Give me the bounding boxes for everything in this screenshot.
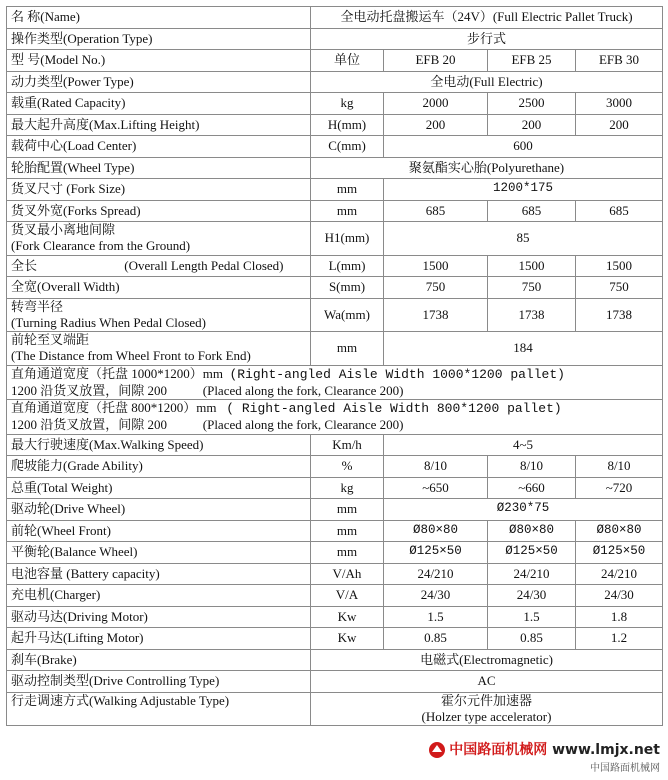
value-c: 24/210 — [576, 563, 663, 585]
unit-cell: mm — [311, 179, 384, 201]
value-a: 2000 — [384, 93, 488, 115]
row-label: 载重(Rated Capacity) — [7, 93, 311, 115]
row-label — [7, 255, 311, 277]
model-efb20: EFB 20 — [384, 50, 488, 72]
aisle-cn: 直角通道宽度（托盘 800*1200）mm — [11, 400, 217, 415]
unit-cell: S(mm) — [311, 277, 384, 299]
table-row — [7, 692, 663, 726]
row-label: 名 称(Name) — [7, 7, 311, 29]
row-value: 全电动托盘搬运车（24V）(Full Electric Pallet Truck) — [311, 7, 663, 29]
value-c: 200 — [576, 114, 663, 136]
label-cn: 前轮至叉端距 — [11, 332, 90, 347]
value-b: 24/210 — [488, 563, 576, 585]
value-b: Ø125×50 — [488, 542, 576, 564]
row-value: 85 — [384, 222, 663, 256]
row-value: AC — [311, 671, 663, 693]
row-value — [311, 692, 663, 726]
unit-cell: kg — [311, 93, 384, 115]
table-row — [7, 222, 663, 256]
row-value: 全电动(Full Electric) — [311, 71, 663, 93]
table-row — [7, 255, 663, 277]
row-label: 爬坡能力(Grade Ability) — [7, 456, 311, 478]
site-logo-icon — [428, 741, 446, 759]
table-row — [7, 200, 663, 222]
table-row — [7, 434, 663, 456]
aisle-en2: (Placed along the fork, Clearance 200) — [202, 417, 404, 433]
unit-cell: H(mm) — [311, 114, 384, 136]
table-row — [7, 179, 663, 201]
aisle-800-cell — [7, 400, 663, 435]
aisle-cn2: 1200 沿货叉放置，间隙 200 — [11, 382, 168, 398]
value-a: 1738 — [384, 298, 488, 332]
table-row — [7, 50, 663, 72]
row-label: 最大行驶速度(Max.Walking Speed) — [7, 434, 311, 456]
unit-cell: Kw — [311, 606, 384, 628]
model-efb30: EFB 30 — [576, 50, 663, 72]
unit-cell: % — [311, 456, 384, 478]
value-c: 1.2 — [576, 628, 663, 650]
value-a: 0.85 — [384, 628, 488, 650]
table-row — [7, 365, 663, 400]
unit-cell: mm — [311, 520, 384, 542]
value-c: 1500 — [576, 255, 663, 277]
aisle-en2: (Placed along the fork, Clearance 200) — [202, 382, 404, 398]
value-c: 8/10 — [576, 456, 663, 478]
value-b: 1738 — [488, 298, 576, 332]
row-label: 充电机(Charger) — [7, 585, 311, 607]
table-row — [7, 671, 663, 693]
unit-cell: C(mm) — [311, 136, 384, 158]
value-a: 24/210 — [384, 563, 488, 585]
table-row — [7, 157, 663, 179]
table-row — [7, 332, 663, 366]
label-en: (The Distance from Wheel Front to Fork End) — [11, 348, 251, 364]
unit-cell: Kw — [311, 628, 384, 650]
value-a: 200 — [384, 114, 488, 136]
table-row — [7, 563, 663, 585]
row-value: 电磁式(Electromagnetic) — [311, 649, 663, 671]
value-b: 1.5 — [488, 606, 576, 628]
row-label: 全宽(Overall Width) — [7, 277, 311, 299]
row-label: 操作类型(Operation Type) — [7, 28, 311, 50]
model-efb25: EFB 25 — [488, 50, 576, 72]
table-row — [7, 477, 663, 499]
table-row — [7, 114, 663, 136]
row-value: 184 — [384, 332, 663, 366]
table-row — [7, 71, 663, 93]
table-row — [7, 585, 663, 607]
table-row — [7, 520, 663, 542]
table-row — [7, 606, 663, 628]
table-row — [7, 28, 663, 50]
table-row — [7, 136, 663, 158]
unit-cell: H1(mm) — [311, 222, 384, 256]
value-a: 1.5 — [384, 606, 488, 628]
row-label: 驱动马达(Driving Motor) — [7, 606, 311, 628]
table-row — [7, 542, 663, 564]
row-label: 起升马达(Lifting Motor) — [7, 628, 311, 650]
row-label: 载荷中心(Load Center) — [7, 136, 311, 158]
label-cn: 全长 — [11, 257, 38, 273]
value-c: ~720 — [576, 477, 663, 499]
row-label: 前轮(Wheel Front) — [7, 520, 311, 542]
table-row — [7, 456, 663, 478]
row-value: 1200*175 — [384, 179, 663, 201]
unit-cell: Wa(mm) — [311, 298, 384, 332]
label-cn: 货叉最小离地间隙 — [11, 222, 116, 237]
row-value: 步行式 — [311, 28, 663, 50]
row-label: 驱动控制类型(Drive Controlling Type) — [7, 671, 311, 693]
aisle-en: (Right-angled Aisle Width 1000*1200 pallet) — [229, 366, 565, 382]
table-row — [7, 277, 663, 299]
row-label — [7, 332, 311, 366]
unit-cell: mm — [311, 200, 384, 222]
row-label: 型 号(Model No.) — [7, 50, 311, 72]
aisle-cn2: 1200 沿货叉放置，间隙 200 — [11, 417, 168, 433]
unit-cell: L(mm) — [311, 255, 384, 277]
value-b: 0.85 — [488, 628, 576, 650]
value-b: Ø80×80 — [488, 520, 576, 542]
table-row — [7, 7, 663, 29]
value-a: ~650 — [384, 477, 488, 499]
unit-cell: V/Ah — [311, 563, 384, 585]
row-label: 轮胎配置(Wheel Type) — [7, 157, 311, 179]
row-label: 动力类型(Power Type) — [7, 71, 311, 93]
label-en: (Fork Clearance from the Ground) — [11, 238, 191, 254]
value-b: 750 — [488, 277, 576, 299]
unit-cell: 单位 — [311, 50, 384, 72]
watermark — [428, 739, 660, 774]
spec-table — [6, 6, 663, 726]
value-c: Ø125×50 — [576, 542, 663, 564]
value-c: 24/30 — [576, 585, 663, 607]
aisle-1000-cell — [7, 365, 663, 400]
row-value: Ø230*75 — [384, 499, 663, 521]
row-label: 总重(Total Weight) — [7, 477, 311, 499]
row-label — [7, 222, 311, 256]
value-c: 1738 — [576, 298, 663, 332]
label-en: (Overall Length Pedal Closed) — [124, 257, 284, 273]
unit-cell: V/A — [311, 585, 384, 607]
table-row — [7, 298, 663, 332]
unit-cell: mm — [311, 499, 384, 521]
table-row — [7, 499, 663, 521]
table-row — [7, 93, 663, 115]
unit-cell: mm — [311, 542, 384, 564]
value-c: 750 — [576, 277, 663, 299]
unit-cell: mm — [311, 332, 384, 366]
unit-cell: kg — [311, 477, 384, 499]
row-value: 聚氨酯实心胎(Polyurethane) — [311, 157, 663, 179]
label-cn: 转弯半径 — [11, 298, 64, 314]
value-b: 8/10 — [488, 456, 576, 478]
value-a: 8/10 — [384, 456, 488, 478]
watermark-site: 中国路面机械网 — [449, 742, 548, 758]
value-a: 750 — [384, 277, 488, 299]
value-a: 1500 — [384, 255, 488, 277]
row-label: 平衡轮(Balance Wheel) — [7, 542, 311, 564]
row-label: 驱动轮(Drive Wheel) — [7, 499, 311, 521]
value-b: 1500 — [488, 255, 576, 277]
table-row — [7, 649, 663, 671]
value-a: 24/30 — [384, 585, 488, 607]
row-value: 4~5 — [384, 434, 663, 456]
value-b: ~660 — [488, 477, 576, 499]
row-label: 最大起升高度(Max.Lifting Height) — [7, 114, 311, 136]
value-c: 685 — [576, 200, 663, 222]
row-label: 电池容量 (Battery capacity) — [7, 563, 311, 585]
label-en: (Turning Radius When Pedal Closed) — [11, 314, 206, 330]
table-row — [7, 628, 663, 650]
value-en: (Holzer type accelerator) — [421, 708, 552, 724]
value-c: 3000 — [576, 93, 663, 115]
row-label: 刹车(Brake) — [7, 649, 311, 671]
row-value: 600 — [384, 136, 663, 158]
unit-cell: Km/h — [311, 434, 384, 456]
value-b: 200 — [488, 114, 576, 136]
value-a: Ø125×50 — [384, 542, 488, 564]
value-a: Ø80×80 — [384, 520, 488, 542]
value-cn: 霍尔元件加速器 — [440, 692, 532, 708]
aisle-cn: 直角通道宽度（托盘 1000*1200）mm — [11, 365, 223, 381]
value-b: 24/30 — [488, 585, 576, 607]
value-c: Ø80×80 — [576, 520, 663, 542]
row-label: 行走调速方式(Walking Adjustable Type) — [7, 692, 311, 726]
value-c: 1.8 — [576, 606, 663, 628]
value-b: 2500 — [488, 93, 576, 115]
row-label: 货叉外宽(Forks Spread) — [7, 200, 311, 222]
watermark-url: 中国路面机械网 — [590, 763, 660, 774]
row-label — [7, 298, 311, 332]
aisle-en: ( Right-angled Aisle Width 800*1200 pallet) — [226, 401, 562, 416]
value-a: 685 — [384, 200, 488, 222]
watermark-domain: www.lmjx.net — [552, 742, 660, 758]
row-label: 货叉尺寸 (Fork Size) — [7, 179, 311, 201]
value-b: 685 — [488, 200, 576, 222]
table-row — [7, 400, 663, 435]
